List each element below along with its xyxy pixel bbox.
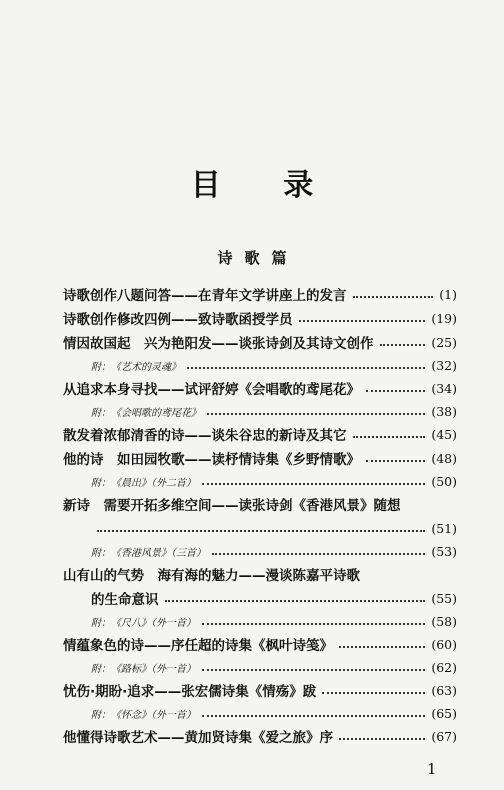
toc-entry-page: (55) (431, 590, 457, 606)
page-title: 目 录 (190, 168, 340, 203)
toc-entry-page: (32) (431, 357, 457, 373)
dot-leader (322, 692, 425, 694)
dot-leader (202, 483, 425, 485)
toc-entry (63, 702, 457, 724)
toc-entry-title: 散发着浓郁清香的诗——谈朱谷忠的新诗及其它 (63, 428, 347, 444)
toc-entry-page: (67) (431, 728, 457, 744)
dot-leader (366, 390, 425, 392)
toc-entry-title: 诗歌创作修改四例——致诗歌函授学员 (63, 312, 293, 328)
toc-entry (63, 678, 457, 702)
toc-entry-title: 附：《艺术的灵魂》 (91, 361, 181, 373)
toc-entry-page: (38) (431, 403, 457, 419)
toc-entry-title: 附：《香港风景》（三首） (91, 547, 206, 559)
toc-entry (63, 610, 457, 632)
dot-leader (187, 367, 425, 369)
dot-leader (97, 530, 425, 532)
toc-entry (63, 422, 457, 446)
toc-entry-page: (34) (431, 380, 457, 396)
dot-leader (353, 436, 426, 438)
dot-leader (165, 600, 426, 602)
toc-entry-title: 诗歌创作八题问答——在青年文学讲座上的发言 (63, 288, 347, 304)
toc-entry-title: 山有山的气势 海有海的魅力——漫谈陈嘉平诗歌 (63, 568, 360, 584)
toc-entry-title: 附：《会唱歌的鸢尾花》 (91, 407, 201, 419)
toc-entry (63, 492, 457, 516)
toc-entry-page: (1) (439, 286, 457, 302)
toc-entry-title: 附：《路标》（外一首） (91, 663, 196, 675)
toc-entry (63, 656, 457, 678)
dot-leader (202, 623, 425, 625)
toc-entry-page: (60) (431, 636, 457, 652)
toc-entry (63, 376, 457, 400)
toc-entry-title: 从追求本身寻找——试评舒婷《会唱歌的鸢尾花》 (63, 382, 360, 398)
dot-leader (353, 296, 434, 298)
toc-entry-page: (65) (431, 705, 457, 721)
toc-entry-page: (58) (431, 613, 457, 629)
toc-entry-page: (19) (431, 310, 457, 326)
table-of-contents (63, 282, 457, 748)
toc-entry (63, 562, 457, 586)
dot-leader (202, 715, 425, 717)
toc-entry (63, 306, 457, 330)
toc-entry-title: 的生命意识 (91, 592, 159, 608)
toc-entry (63, 282, 457, 306)
toc-entry-page: (25) (431, 334, 457, 350)
toc-entry-page: (45) (431, 426, 457, 442)
section-heading: 诗歌篇 (217, 249, 299, 267)
toc-entry (63, 516, 457, 540)
toc-entry-title: 忧伤·期盼·追求——张宏儒诗集《情殇》跋 (63, 684, 317, 700)
dot-leader (339, 738, 425, 740)
toc-entry-page: (62) (431, 659, 457, 675)
toc-entry (63, 446, 457, 470)
dot-leader (212, 553, 425, 555)
toc-entry-page: (63) (431, 682, 457, 698)
dot-leader (366, 460, 425, 462)
toc-entry (63, 540, 457, 562)
page-number: 1 (427, 760, 437, 778)
toc-entry-page: (53) (431, 543, 457, 559)
toc-entry-title: 附：《尺八》（外一首） (91, 617, 196, 629)
toc-entry-title: 新诗 需要开拓多维空间——读张诗剑《香港风景》随想 (63, 498, 401, 514)
toc-entry (63, 586, 457, 610)
toc-entry (63, 724, 457, 748)
toc-entry (63, 354, 457, 376)
dot-leader (380, 344, 426, 346)
toc-entry-title: 情蕴象色的诗——序任超的诗集《枫叶诗笺》 (63, 638, 333, 654)
dot-leader (207, 413, 425, 415)
toc-entry-title: 附：《怀念》（外一首） (91, 709, 196, 721)
toc-entry (63, 470, 457, 492)
toc-entry-title: 附：《晨出》（外二首） (91, 477, 196, 489)
toc-entry (63, 400, 457, 422)
toc-entry-title: 他懂得诗歌艺术——黄加贤诗集《爱之旅》序 (63, 730, 333, 746)
toc-entry-page: (48) (431, 450, 457, 466)
dot-leader (202, 669, 425, 671)
dot-leader (299, 320, 426, 322)
toc-entry-page: (50) (431, 473, 457, 489)
dot-leader (339, 646, 425, 648)
toc-entry-title: 他的诗 如田园牧歌——读杼情诗集《乡野情歌》 (63, 452, 360, 468)
toc-entry (63, 330, 457, 354)
toc-entry-title: 情因故国起 兴为艳阳发——谈张诗剑及其诗文创作 (63, 336, 374, 352)
toc-entry (63, 632, 457, 656)
toc-entry-page: (51) (431, 520, 457, 536)
